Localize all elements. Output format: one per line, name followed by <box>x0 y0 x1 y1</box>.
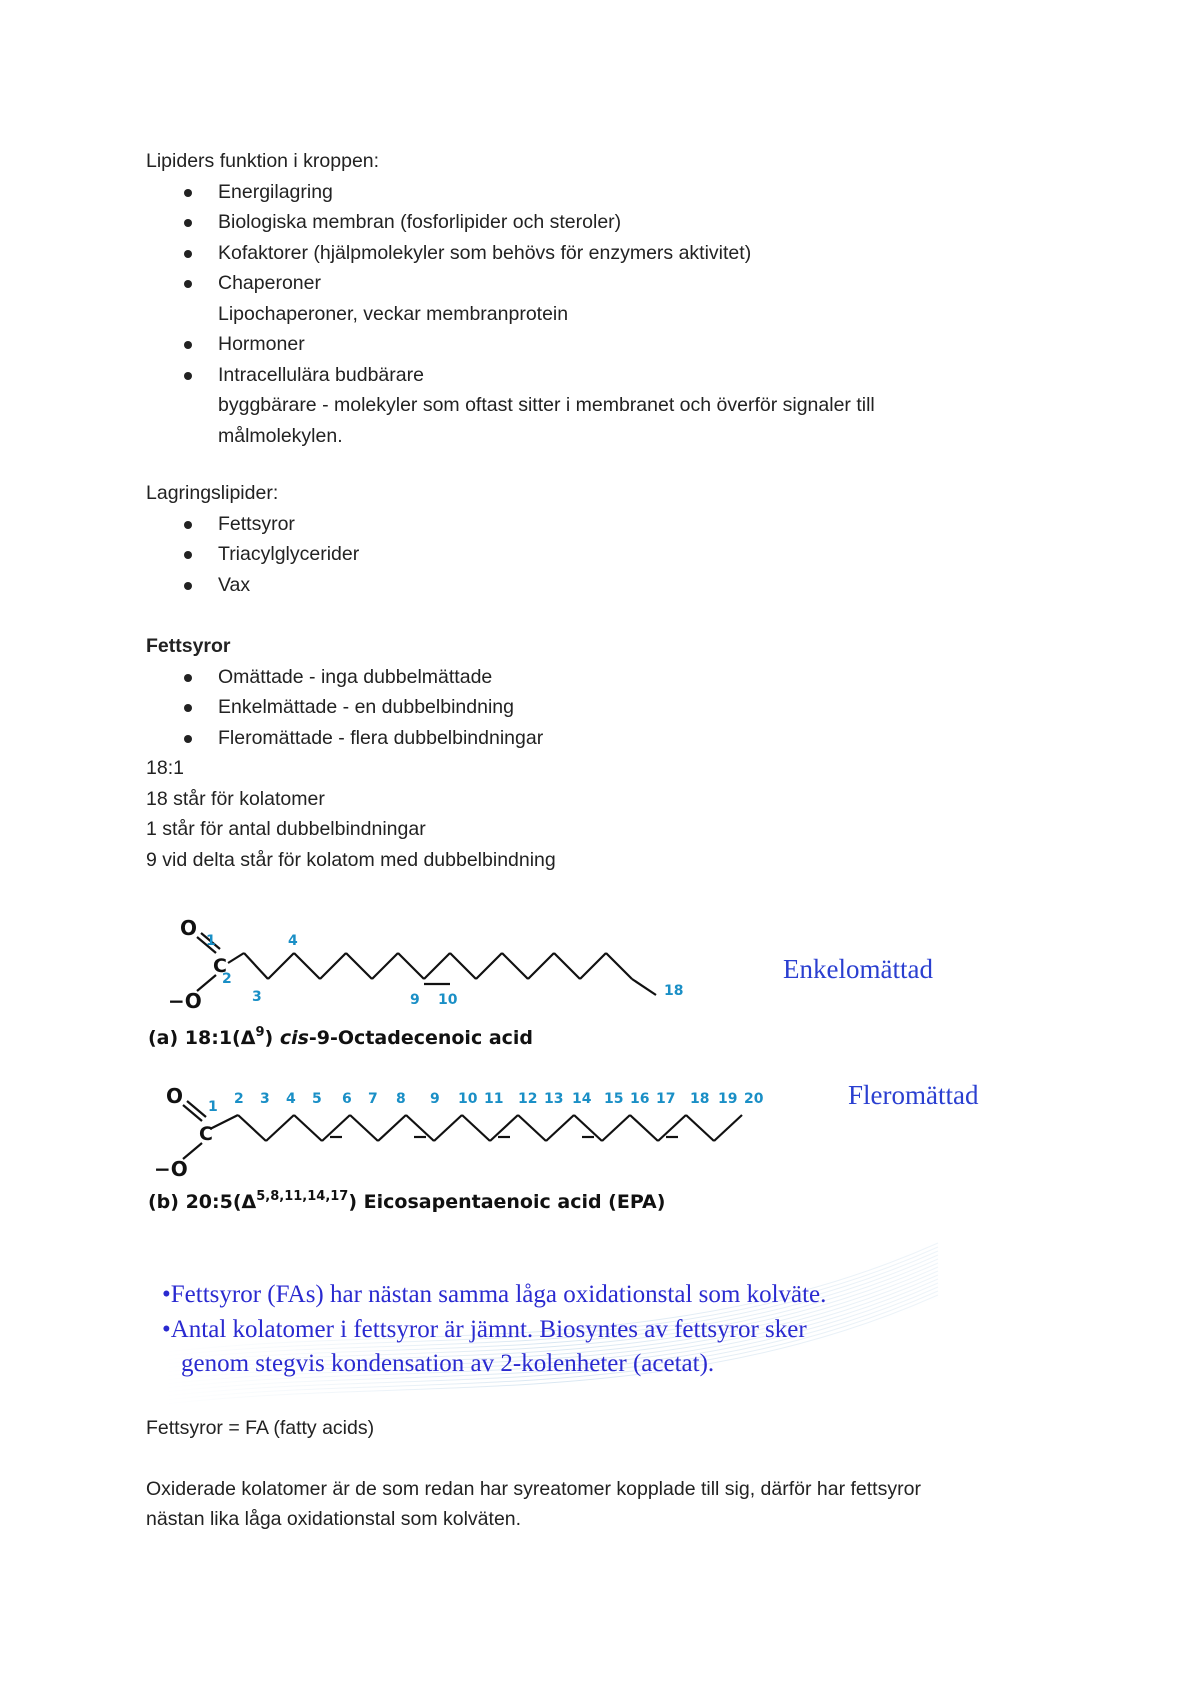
carbon-number: 17 <box>656 1091 676 1107</box>
chain-bond <box>268 953 294 979</box>
carbon-number: 4 <box>286 1091 296 1107</box>
carbon-number: 2 <box>222 971 232 987</box>
chain-bond <box>378 1115 406 1141</box>
chain-bond <box>294 953 320 979</box>
carbon-number: 1 <box>208 1099 218 1115</box>
chain-bond <box>228 953 244 963</box>
fa-definition: Fettsyror = FA (fatty acids) <box>146 1417 375 1439</box>
chain-bond <box>502 953 528 979</box>
carbon-number: 16 <box>630 1091 650 1107</box>
list-item: Kofaktorer (hjälpmolekyler som behövs för enzymers aktivitet) <box>146 238 1056 269</box>
storage-list <box>146 509 1056 601</box>
carbon-number: 14 <box>572 1091 592 1107</box>
carbon-number: 9 <box>410 992 420 1008</box>
chain-bond <box>686 1115 714 1141</box>
functions-heading: Lipiders funktion i kroppen: <box>146 150 380 172</box>
chain-bond <box>294 1115 322 1141</box>
oxygen-label: −O <box>154 1157 188 1181</box>
chain-bond <box>346 953 372 979</box>
carbonyl-bond <box>187 1101 206 1117</box>
list-item: Fettsyror <box>146 509 1056 540</box>
list-item: Chaperoner <box>146 268 1056 299</box>
slide-line: •Fettsyror (FAs) har nästan samma låga oxidationstal som kolväte. <box>162 1281 827 1308</box>
chain-bond <box>450 953 476 979</box>
messenger-note-cont: målmolekylen. <box>218 424 343 447</box>
list-item: Intracellulära budbärare <box>146 360 1056 391</box>
carbon-number: 3 <box>260 1091 270 1107</box>
storage-heading: Lagringslipider: <box>146 482 279 504</box>
list-item: Energilagring <box>146 177 1056 208</box>
list-item: Hormoner <box>146 329 1056 360</box>
carbon-number: 9 <box>430 1091 440 1107</box>
notation-line: 18:1 <box>146 757 184 779</box>
list-item: Enkelmättade - en dubbelbindning <box>146 692 1056 723</box>
functions-list-cont <box>146 329 1056 390</box>
carbon-number: 8 <box>396 1091 406 1107</box>
chain-bond <box>518 1115 546 1141</box>
monounsaturated-label: Enkelomättad <box>783 954 933 984</box>
carbon-number: 20 <box>744 1091 764 1107</box>
carbon-number: 7 <box>368 1091 378 1107</box>
chain-bond <box>528 953 554 979</box>
polyunsaturated-label: Fleromättad <box>848 1080 979 1110</box>
chain-bond <box>630 1115 658 1141</box>
fatty-acid-figure <box>148 905 1028 1415</box>
carbon-number: 3 <box>252 989 262 1005</box>
chain-bond <box>434 1115 462 1141</box>
oxygen-label: −O <box>168 989 202 1013</box>
fatty-acids-heading: Fettsyror <box>146 635 231 657</box>
messenger-note: byggbärare - molekyler som oftast sitter i membranet och överför signaler till <box>218 394 875 416</box>
oleic-acid-structure <box>168 916 683 1013</box>
oxidation-paragraph-cont: nästan lika låga oxidationstal som kolväten. <box>146 1508 522 1530</box>
carbon-number: 18 <box>664 983 684 999</box>
chaperone-note: Lipochaperoner, veckar membranprotein <box>218 302 569 325</box>
carbon-number: 12 <box>518 1091 538 1107</box>
carbon-number: 6 <box>342 1091 352 1107</box>
list-item: Triacylglycerider <box>146 539 1056 570</box>
carbon-number: 10 <box>458 1091 478 1107</box>
carbon-number: 2 <box>234 1091 244 1107</box>
chain-bond <box>714 1115 742 1141</box>
oxidation-paragraph: Oxiderade kolatomer är de som redan har syreatomer kopplade till sig, därför har fettsyror <box>146 1477 921 1500</box>
slide-line: •Antal kolatomer i fettsyror är jämnt. Biosyntes av fettsyror sker <box>162 1316 807 1343</box>
chain-bond <box>602 1115 630 1141</box>
footer-section <box>146 1413 1056 1535</box>
chain-bond <box>476 953 502 979</box>
chain-bond <box>424 953 450 979</box>
carbonyl-bond <box>183 1105 202 1121</box>
carbon-number: 15 <box>604 1091 624 1107</box>
list-item: Fleromättade - flera dubbelbindningar <box>146 723 1056 754</box>
chain-bond <box>554 953 580 979</box>
functions-list <box>146 177 1056 299</box>
notation-line: 1 står för antal dubbelbindningar <box>146 818 426 840</box>
epa-structure <box>154 1084 764 1181</box>
chain-bond <box>244 953 268 979</box>
carbon-number: 11 <box>484 1091 504 1107</box>
chain-bond <box>546 1115 574 1141</box>
chain-bond <box>350 1115 378 1141</box>
chain-bond <box>606 953 632 979</box>
chain-bond <box>398 953 424 979</box>
carbon-number: 13 <box>544 1091 564 1107</box>
carbon-label: C <box>199 1123 213 1145</box>
carbon-number: 4 <box>288 933 298 949</box>
notation-line: 18 står för kolatomer <box>146 787 325 810</box>
fatty-acids-list <box>146 662 1056 754</box>
carbon-label: C <box>213 955 227 977</box>
chain-bond <box>372 953 398 979</box>
chain-bond <box>462 1115 490 1141</box>
carbon-number: 10 <box>438 992 458 1008</box>
chain-bond <box>238 1115 266 1141</box>
chain-bond <box>580 953 606 979</box>
chain-bond <box>266 1115 294 1141</box>
slide-line: genom stegvis kondensation av 2-kolenheter (acetat). <box>181 1350 715 1377</box>
list-item: Biologiska membran (fosforlipider och steroler) <box>146 207 1056 238</box>
caption-b: (b) $20:5(\Delta^{5,8,11,14,17})$ Eicosapentaenoic acid (EPA) <box>148 1189 666 1213</box>
notation-line: 9 vid delta står för kolatom med dubbelbindning <box>146 848 556 871</box>
caption-a: (a) $18:1(\Delta^9)$ cis-9-Octadecenoic acid <box>148 1025 534 1049</box>
chain-bond <box>320 953 346 979</box>
fatty-acids-section <box>146 631 1056 875</box>
list-item: Omättade - inga dubbelmättade <box>146 662 1056 693</box>
chain-bond <box>210 1115 238 1129</box>
functions-section <box>146 146 1056 451</box>
carbon-number: 1 <box>206 933 216 949</box>
oxygen-label: O <box>180 916 198 940</box>
carbon-number: 18 <box>690 1091 710 1107</box>
chain-bond <box>632 979 656 995</box>
oxygen-label: O <box>166 1084 184 1108</box>
list-item: Vax <box>146 570 1056 601</box>
carbon-number: 5 <box>312 1091 322 1107</box>
carbon-number: 19 <box>718 1091 738 1107</box>
storage-section <box>146 478 1056 600</box>
